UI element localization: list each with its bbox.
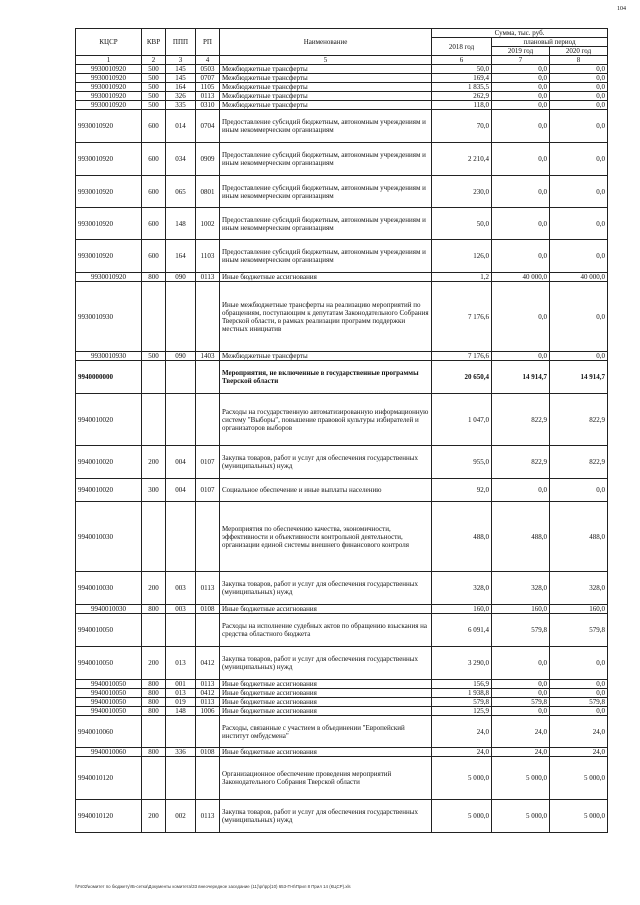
cell-rp [196,502,220,572]
cell-2020: 160,0 [550,605,608,614]
cell-rp: 0108 [196,748,220,757]
cell-kcsr: 9930010920 [76,176,142,208]
cell-2018: 126,0 [432,240,492,273]
cell-rp [196,614,220,647]
cell-2019: 0,0 [492,176,550,208]
cell-2018: 169,4 [432,74,492,83]
table-row [76,361,608,394]
cell-kvr [142,394,166,446]
cell-kcsr: 9930010920 [76,92,142,101]
cell-ppp [166,282,196,352]
cell-2018: 20 650,4 [432,361,492,394]
cell-name: Межбюджетные трансферты [220,65,432,74]
cell-name: Предоставление субсидий бюджетным, автономным учреждениям и иным некоммерческим организациям [220,208,432,240]
cell-name: Межбюджетные трансферты [220,92,432,101]
cell-ppp: 004 [166,479,196,502]
cell-2020: 24,0 [550,716,608,748]
cell-2019: 0,0 [492,352,550,361]
cell-rp [196,757,220,800]
cell-kcsr: 9940010050 [76,707,142,716]
cell-kvr: 800 [142,698,166,707]
cell-2018: 156,9 [432,680,492,689]
cell-rp: 0113 [196,273,220,282]
cell-kvr: 800 [142,605,166,614]
cell-kcsr: 9940000000 [76,361,142,394]
cell-2020: 14 914,7 [550,361,608,394]
cell-name: Межбюджетные трансферты [220,101,432,110]
cell-2019: 24,0 [492,748,550,757]
cell-rp: 0412 [196,647,220,680]
cell-name: Межбюджетные трансферты [220,352,432,361]
col-num: 3 [166,56,196,65]
cell-2019: 822,9 [492,394,550,446]
cell-ppp: 004 [166,446,196,479]
cell-rp: 0503 [196,65,220,74]
cell-rp: 1103 [196,240,220,273]
table-row [76,240,608,273]
cell-2020: 0,0 [550,65,608,74]
cell-2018: 24,0 [432,716,492,748]
table-row [76,394,608,446]
col-num: 6 [432,56,492,65]
cell-ppp: 164 [166,83,196,92]
cell-kcsr: 9930010920 [76,101,142,110]
cell-ppp: 003 [166,605,196,614]
table-row [76,605,608,614]
cell-2019: 0,0 [492,479,550,502]
cell-2018: 1 938,8 [432,689,492,698]
table-row [76,707,608,716]
table-row [76,83,608,92]
cell-kvr: 300 [142,479,166,502]
cell-ppp: 019 [166,698,196,707]
cell-kvr: 500 [142,74,166,83]
col-num: 7 [492,56,550,65]
col-num: 2 [142,56,166,65]
cell-kvr: 200 [142,800,166,833]
cell-kcsr: 9940010030 [76,502,142,572]
cell-2018: 7 176,6 [432,282,492,352]
header-year-2020: 2020 год [550,47,608,56]
cell-rp [196,716,220,748]
cell-2018: 1 835,5 [432,83,492,92]
cell-name: Иные бюджетные ассигнования [220,707,432,716]
cell-2018: 488,0 [432,502,492,572]
cell-rp: 1006 [196,707,220,716]
cell-2020: 0,0 [550,110,608,143]
table-row [76,273,608,282]
cell-2020: 0,0 [550,647,608,680]
cell-ppp: 164 [166,240,196,273]
cell-2020: 0,0 [550,680,608,689]
cell-ppp [166,502,196,572]
cell-2020: 328,0 [550,572,608,605]
cell-rp: 0113 [196,680,220,689]
cell-kvr [142,282,166,352]
cell-ppp [166,757,196,800]
col-num: 4 [196,56,220,65]
cell-2020: 24,0 [550,748,608,757]
cell-kvr: 600 [142,143,166,176]
header-ppp: ППП [166,29,196,56]
cell-ppp: 013 [166,647,196,680]
cell-kvr: 800 [142,689,166,698]
cell-2018: 3 290,0 [432,647,492,680]
cell-2019: 40 000,0 [492,273,550,282]
cell-kvr: 500 [142,83,166,92]
cell-ppp: 148 [166,707,196,716]
header-year-2019: 2019 год [492,47,550,56]
cell-rp: 0707 [196,74,220,83]
table-row [76,748,608,757]
cell-rp: 1002 [196,208,220,240]
cell-ppp: 090 [166,273,196,282]
cell-kcsr: 9940010020 [76,446,142,479]
table-row [76,502,608,572]
cell-name: Расходы на исполнение судебных актов по обращению взыскания на средства областного бюджета [220,614,432,647]
cell-2020: 0,0 [550,707,608,716]
table-row [76,757,608,800]
cell-name: Межбюджетные трансферты [220,83,432,92]
header-rp: РП [196,29,220,56]
cell-2020: 0,0 [550,143,608,176]
table-row [76,680,608,689]
cell-rp: 0801 [196,176,220,208]
cell-kcsr: 9930010920 [76,208,142,240]
cell-2020: 822,9 [550,394,608,446]
cell-kvr: 200 [142,572,166,605]
cell-kvr: 200 [142,647,166,680]
cell-kvr [142,716,166,748]
cell-ppp [166,716,196,748]
cell-kvr: 500 [142,65,166,74]
cell-2018: 70,0 [432,110,492,143]
cell-rp: 0107 [196,446,220,479]
cell-ppp: 001 [166,680,196,689]
cell-2019: 0,0 [492,680,550,689]
cell-2019: 5 000,0 [492,757,550,800]
table-row [76,614,608,647]
cell-name: Иные межбюджетные трансферты на реализацию мероприятий по обращениям, поступающим к депутатам Законодательного Собрания Тверской области, в рамках реализации программ поддержки местных инициатив [220,282,432,352]
cell-ppp: 335 [166,101,196,110]
cell-rp [196,282,220,352]
cell-ppp: 003 [166,572,196,605]
cell-kcsr: 9940010060 [76,716,142,748]
cell-2019: 488,0 [492,502,550,572]
table-row [76,698,608,707]
table-row [76,446,608,479]
cell-ppp: 336 [166,748,196,757]
cell-2020: 0,0 [550,176,608,208]
cell-kvr: 600 [142,208,166,240]
cell-2019: 5 000,0 [492,800,550,833]
cell-ppp [166,394,196,446]
cell-rp: 0310 [196,101,220,110]
cell-ppp [166,361,196,394]
table-row [76,716,608,748]
cell-2019: 0,0 [492,647,550,680]
cell-name: Иные бюджетные ассигнования [220,698,432,707]
header-kvr: КВР [142,29,166,56]
cell-ppp: 034 [166,143,196,176]
cell-2020: 0,0 [550,479,608,502]
cell-kcsr: 9930010920 [76,65,142,74]
cell-2020: 0,0 [550,74,608,83]
cell-name: Иные бюджетные ассигнования [220,605,432,614]
cell-2020: 0,0 [550,282,608,352]
header-sum: Сумма, тыс. руб. [432,29,608,38]
cell-name: Иные бюджетные ассигнования [220,680,432,689]
cell-rp: 1105 [196,83,220,92]
cell-rp: 0108 [196,605,220,614]
cell-2019: 160,0 [492,605,550,614]
cell-2018: 24,0 [432,748,492,757]
cell-rp: 0909 [196,143,220,176]
cell-name: Закупка товаров, работ и услуг для обеспечения государственных (муниципальных) нужд [220,572,432,605]
cell-2019: 0,0 [492,208,550,240]
cell-name: Иные бюджетные ассигнования [220,689,432,698]
cell-name: Организационное обеспечение проведения мероприятий Законодательного Собрания Тверской области [220,757,432,800]
cell-kcsr: 9940010050 [76,689,142,698]
cell-2018: 328,0 [432,572,492,605]
cell-2018: 6 091,4 [432,614,492,647]
cell-name: Расходы на государственную автоматизированную информационную систему "Выборы", повышение правовой культуры избирателей и организаторов выборов [220,394,432,446]
cell-rp: 0412 [196,689,220,698]
table-row [76,479,608,502]
cell-kcsr: 9940010030 [76,572,142,605]
cell-kvr: 200 [142,446,166,479]
cell-2020: 0,0 [550,92,608,101]
cell-kcsr: 9940010120 [76,757,142,800]
cell-2019: 0,0 [492,689,550,698]
cell-ppp: 065 [166,176,196,208]
page-number: 104 [617,6,626,12]
cell-2020: 0,0 [550,689,608,698]
cell-2020: 0,0 [550,352,608,361]
cell-2020: 822,9 [550,446,608,479]
cell-2019: 0,0 [492,143,550,176]
cell-name: Иные бюджетные ассигнования [220,273,432,282]
cell-kvr: 500 [142,101,166,110]
cell-2020: 0,0 [550,83,608,92]
table-row [76,65,608,74]
table-row [76,352,608,361]
cell-kcsr: 9930010920 [76,74,142,83]
cell-2020: 0,0 [550,101,608,110]
cell-kcsr: 9940010020 [76,394,142,446]
cell-kcsr: 9940010120 [76,800,142,833]
cell-name: Закупка товаров, работ и услуг для обеспечения государственных (муниципальных) нужд [220,647,432,680]
cell-name: Предоставление субсидий бюджетным, автономным учреждениям и иным некоммерческим организациям [220,240,432,273]
cell-name: Предоставление субсидий бюджетным, автономным учреждениям и иным некоммерческим организациям [220,176,432,208]
cell-rp: 0107 [196,479,220,502]
cell-kvr: 800 [142,273,166,282]
cell-ppp: 145 [166,74,196,83]
cell-ppp: 326 [166,92,196,101]
cell-2018: 50,0 [432,208,492,240]
cell-2018: 5 000,0 [432,757,492,800]
cell-ppp: 002 [166,800,196,833]
cell-rp: 1403 [196,352,220,361]
table-row [76,800,608,833]
cell-2018: 262,9 [432,92,492,101]
cell-2019: 0,0 [492,110,550,143]
cell-2018: 92,0 [432,479,492,502]
cell-ppp: 014 [166,110,196,143]
cell-rp: 0704 [196,110,220,143]
header-plan-period: плановый период [492,38,608,47]
cell-rp: 0113 [196,572,220,605]
col-num: 8 [550,56,608,65]
cell-kcsr: 9940010050 [76,647,142,680]
cell-2019: 0,0 [492,282,550,352]
cell-2020: 0,0 [550,208,608,240]
table-row [76,647,608,680]
cell-kvr: 500 [142,92,166,101]
table-row [76,176,608,208]
cell-2019: 0,0 [492,74,550,83]
cell-2019: 0,0 [492,65,550,74]
header-year-2018: 2018 год [432,38,492,56]
cell-rp: 0113 [196,800,220,833]
cell-2018: 118,0 [432,101,492,110]
cell-rp [196,394,220,446]
cell-2018: 579,8 [432,698,492,707]
cell-name: Закупка товаров, работ и услуг для обеспечения государственных (муниципальных) нужд [220,800,432,833]
cell-name: Предоставление субсидий бюджетным, автономным учреждениям и иным некоммерческим организациям [220,110,432,143]
cell-kvr: 500 [142,352,166,361]
cell-kvr: 600 [142,240,166,273]
header-kcsr: КЦСР [76,29,142,56]
cell-kcsr: 9930010930 [76,352,142,361]
cell-ppp: 145 [166,65,196,74]
cell-2020: 0,0 [550,240,608,273]
cell-2019: 24,0 [492,716,550,748]
cell-kcsr: 9940010050 [76,698,142,707]
cell-ppp: 090 [166,352,196,361]
cell-rp: 0113 [196,698,220,707]
header-name: Наименование [220,29,432,56]
cell-name: Расходы, связанные с участием в объединении "Европейский институт омбудсмена" [220,716,432,748]
cell-2020: 488,0 [550,502,608,572]
table-row [76,101,608,110]
cell-name: Межбюджетные трансферты [220,74,432,83]
cell-kcsr: 9940010050 [76,614,142,647]
cell-2018: 230,0 [432,176,492,208]
cell-ppp: 148 [166,208,196,240]
cell-kvr: 600 [142,110,166,143]
table-row [76,208,608,240]
table-row [76,572,608,605]
cell-name: Мероприятия, не включенные в государственные программы Тверской области [220,361,432,394]
cell-2019: 14 914,7 [492,361,550,394]
cell-name: Мероприятия по обеспечению качества, экономичности, эффективности и объективности контрольной деятельности, организации единой системы внешнего финансового контроля [220,502,432,572]
cell-kvr: 800 [142,680,166,689]
cell-2018: 7 176,6 [432,352,492,361]
cell-2020: 5 000,0 [550,800,608,833]
table-row [76,110,608,143]
cell-2019: 0,0 [492,101,550,110]
cell-2018: 125,9 [432,707,492,716]
cell-rp [196,361,220,394]
table-row [76,143,608,176]
cell-kcsr: 9930010930 [76,282,142,352]
cell-kcsr: 9930010920 [76,273,142,282]
cell-2020: 579,8 [550,698,608,707]
cell-2018: 1 047,0 [432,394,492,446]
cell-kvr [142,614,166,647]
cell-2018: 955,0 [432,446,492,479]
col-num: 5 [220,56,432,65]
cell-ppp: 013 [166,689,196,698]
budget-table [75,28,608,833]
cell-kvr: 800 [142,707,166,716]
cell-kcsr: 9940010030 [76,605,142,614]
table-row [76,282,608,352]
cell-kvr: 600 [142,176,166,208]
cell-rp: 0113 [196,92,220,101]
cell-2019: 579,8 [492,698,550,707]
cell-2020: 579,8 [550,614,608,647]
cell-kcsr: 9940010060 [76,748,142,757]
cell-2019: 0,0 [492,707,550,716]
cell-kcsr: 9930010920 [76,110,142,143]
cell-kvr [142,361,166,394]
cell-kcsr: 9940010020 [76,479,142,502]
cell-2020: 5 000,0 [550,757,608,800]
table-row [76,689,608,698]
cell-2018: 5 000,0 [432,800,492,833]
cell-name: Иные бюджетные ассигнования [220,748,432,757]
table-row [76,74,608,83]
cell-2019: 822,9 [492,446,550,479]
cell-2018: 2 210,4 [432,143,492,176]
cell-2019: 0,0 [492,240,550,273]
cell-2018: 1,2 [432,273,492,282]
cell-kvr [142,757,166,800]
cell-2020: 40 000,0 [550,273,608,282]
cell-2019: 579,8 [492,614,550,647]
table-body [76,65,608,833]
cell-kvr: 800 [142,748,166,757]
file-path-footer: \\Fs02\комитет по бюджету\!Б-сетка\Документы комитета\33 внеочередное заседание (11)\pr\pp(10) 653-П-6\Прил 8 Прил 14 (КЦСР).xls [75,884,351,889]
cell-2018: 50,0 [432,65,492,74]
cell-2019: 328,0 [492,572,550,605]
cell-kcsr: 9930010920 [76,83,142,92]
cell-kcsr: 9940010050 [76,680,142,689]
cell-2019: 0,0 [492,92,550,101]
cell-kcsr: 9930010920 [76,143,142,176]
cell-kcsr: 9930010920 [76,240,142,273]
cell-name: Закупка товаров, работ и услуг для обеспечения государственных (муниципальных) нужд [220,446,432,479]
cell-2019: 0,0 [492,83,550,92]
col-num: 1 [76,56,142,65]
cell-ppp [166,614,196,647]
cell-name: Социальное обеспечение и иные выплаты населению [220,479,432,502]
cell-name: Предоставление субсидий бюджетным, автономным учреждениям и иным некоммерческим организациям [220,143,432,176]
table-row [76,92,608,101]
cell-kvr [142,502,166,572]
cell-2018: 160,0 [432,605,492,614]
